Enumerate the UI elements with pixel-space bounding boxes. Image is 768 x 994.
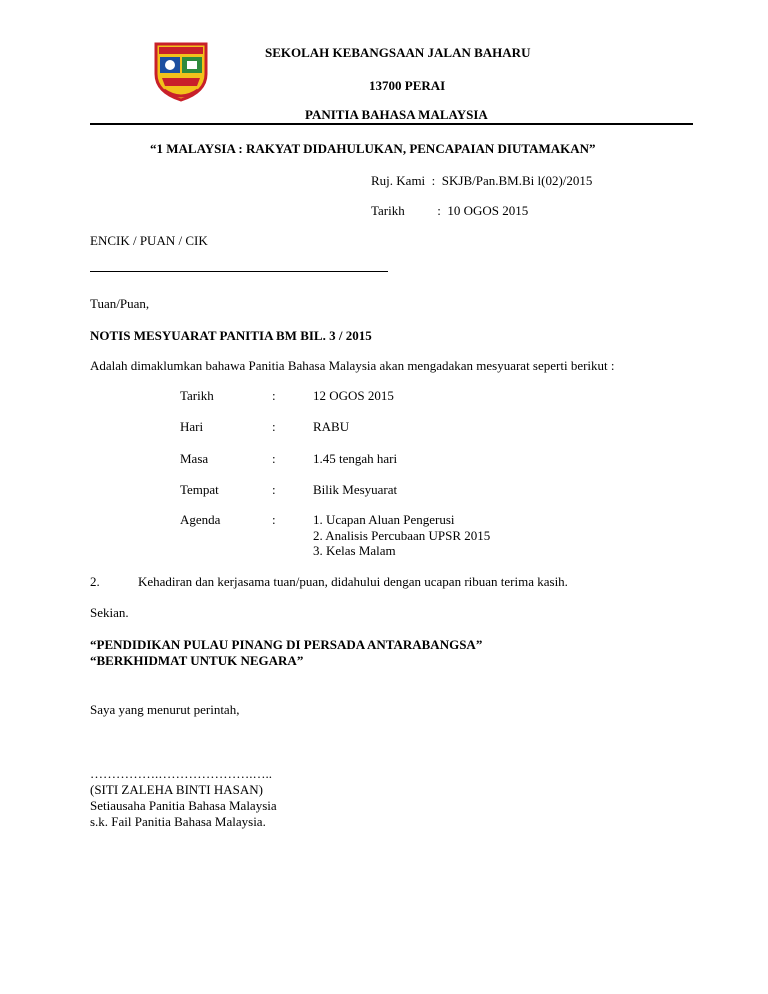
copy-to: s.k. Fail Panitia Bahasa Malaysia. bbox=[90, 814, 266, 829]
paragraph-number: 2. bbox=[90, 574, 100, 589]
school-crest-icon bbox=[152, 40, 210, 102]
motto: “1 MALAYSIA : RAKYAT DIDAHULUKAN, PENCAPAIAN DIUTAMAKAN” bbox=[150, 141, 596, 156]
slogan-1: “PENDIDIKAN PULAU PINANG DI PERSADA ANTARABANGSA” bbox=[90, 637, 483, 652]
detail-value: RABU bbox=[313, 419, 350, 434]
detail-label: Hari bbox=[180, 419, 204, 434]
paragraph-text: Kehadiran dan kerjasama tuan/puan, didahului dengan ucapan ribuan terima kasih. bbox=[138, 574, 568, 589]
detail-value: Bilik Mesyuarat bbox=[313, 482, 398, 497]
closing: Sekian. bbox=[90, 605, 129, 620]
agenda-item: 1. Ucapan Aluan Pengerusi bbox=[313, 512, 455, 527]
detail-label: Masa bbox=[180, 451, 209, 466]
reference-value: SKJB/Pan.BM.Bi l(02)/2015 bbox=[441, 173, 593, 188]
committee-name: PANITIA BAHASA MALAYSIA bbox=[305, 107, 488, 122]
signatory-position: Setiausaha Panitia Bahasa Malaysia bbox=[90, 798, 277, 813]
signature-intro: Saya yang menurut perintah, bbox=[90, 702, 240, 717]
agenda-label: Agenda bbox=[180, 512, 221, 527]
greeting: Tuan/Puan, bbox=[90, 296, 150, 311]
recipient-blank-line bbox=[90, 271, 388, 272]
agenda-item: 3. Kelas Malam bbox=[313, 543, 396, 558]
signatory-name: (SITI ZALEHA BINTI HASAN) bbox=[90, 782, 263, 797]
slogan-2: “BERKHIDMAT UNTUK NEGARA” bbox=[90, 653, 304, 668]
notice-intro: Adalah dimaklumkan bahawa Panitia Bahasa Malaysia akan mengadakan mesyuarat seperti berikut : bbox=[90, 358, 615, 373]
letter-date-value: 10 OGOS 2015 bbox=[447, 203, 529, 218]
detail-value: 12 OGOS 2015 bbox=[313, 388, 394, 403]
signature-line: …………….………………….….. bbox=[90, 766, 272, 781]
letter-date-label: Tarikh bbox=[371, 203, 405, 218]
notice-title: NOTIS MESYUARAT PANITIA BM BIL. 3 / 2015 bbox=[90, 328, 372, 343]
detail-value: 1.45 tengah hari bbox=[313, 451, 398, 466]
school-name: SEKOLAH KEBANGSAAN JALAN BAHARU bbox=[265, 45, 531, 60]
recipient-salutation: ENCIK / PUAN / CIK bbox=[90, 233, 208, 248]
school-address: 13700 PERAI bbox=[369, 78, 446, 93]
reference-line: Ruj. Kami : SKJB/Pan.BM.Bi l(02)/2015 bbox=[371, 173, 593, 188]
header-divider bbox=[90, 123, 693, 125]
detail-label: Tempat bbox=[180, 482, 219, 497]
detail-label: Tarikh bbox=[180, 388, 214, 403]
agenda-item: 2. Analisis Percubaan UPSR 2015 bbox=[313, 528, 491, 543]
letter-date-line: Tarikh : 10 OGOS 2015 bbox=[371, 203, 529, 218]
reference-label: Ruj. Kami bbox=[371, 173, 426, 188]
